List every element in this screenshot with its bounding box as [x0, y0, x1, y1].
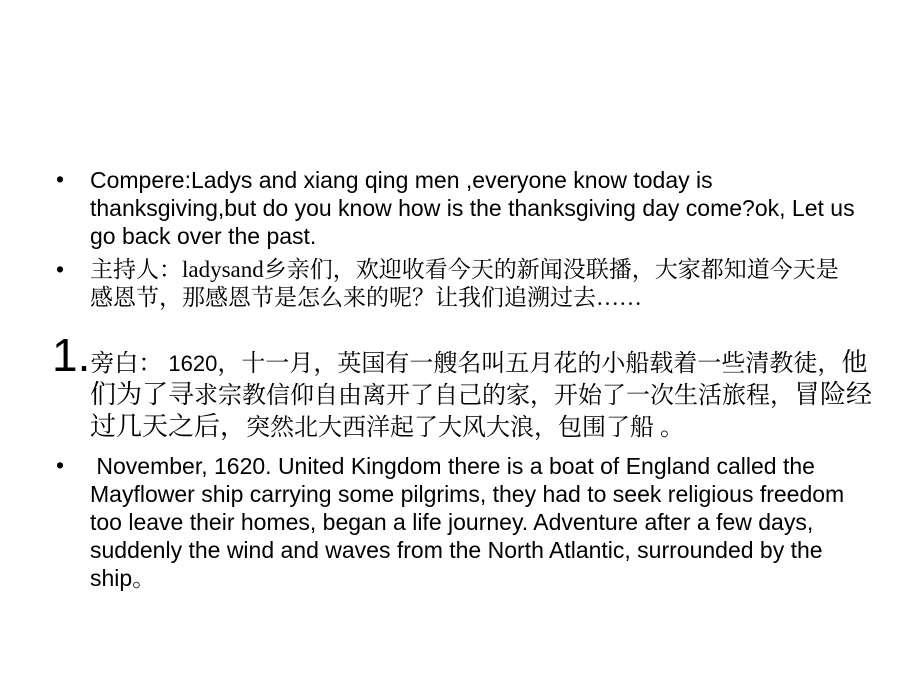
narration-segment-year: 1620	[168, 351, 218, 376]
narration-segment: ，十一月，英国有一艘名叫五月花的小船载着一些清教徒，	[217, 351, 842, 377]
narration-segment: 他们为了寻	[90, 348, 868, 410]
paragraph-text: Compere:Ladys and xiang qing men ,everyone know today is thanksgiving,but do you know how is the thanksgiving day come?ok, Let us go back over the past.	[90, 167, 861, 249]
paragraph-compere-english	[52, 166, 882, 250]
bullet-icon: •	[56, 166, 65, 192]
paragraph-host-chinese	[52, 256, 882, 312]
bullet-icon: •	[56, 452, 65, 478]
paragraph-november-english	[52, 452, 882, 592]
narration-segment: 旁白：	[90, 351, 169, 377]
narration-segment: 冒险经过几天之后，	[90, 380, 873, 442]
bullet-icon: •	[56, 256, 65, 282]
slide-text-block	[52, 166, 882, 592]
paragraph-text: 主持人：ladysand乡亲们，欢迎收看今天的新闻没联播，大家都知道今天是感恩节，那感恩节是怎么来的呢？让我们追溯过去……	[90, 257, 839, 310]
section-number: 1.	[52, 329, 91, 381]
narration-segment: 求宗教信仰自由离开了自己的家，开始了一次生活旅程，	[194, 383, 795, 409]
paragraph-narration-numbered	[52, 329, 882, 444]
paragraph-text: November, 1620. United Kingdom there is a boat of England called the Mayflower ship carrying some pilgrims, they had to seek religious freedom too leave their homes, began a life journey. Adventure after a few days, suddenly the wind and waves from the North Atlantic, surrounded by the ship。	[90, 453, 851, 591]
narration-segment: 突然北大西洋起了大风大浪，包围了船 。	[246, 415, 685, 441]
